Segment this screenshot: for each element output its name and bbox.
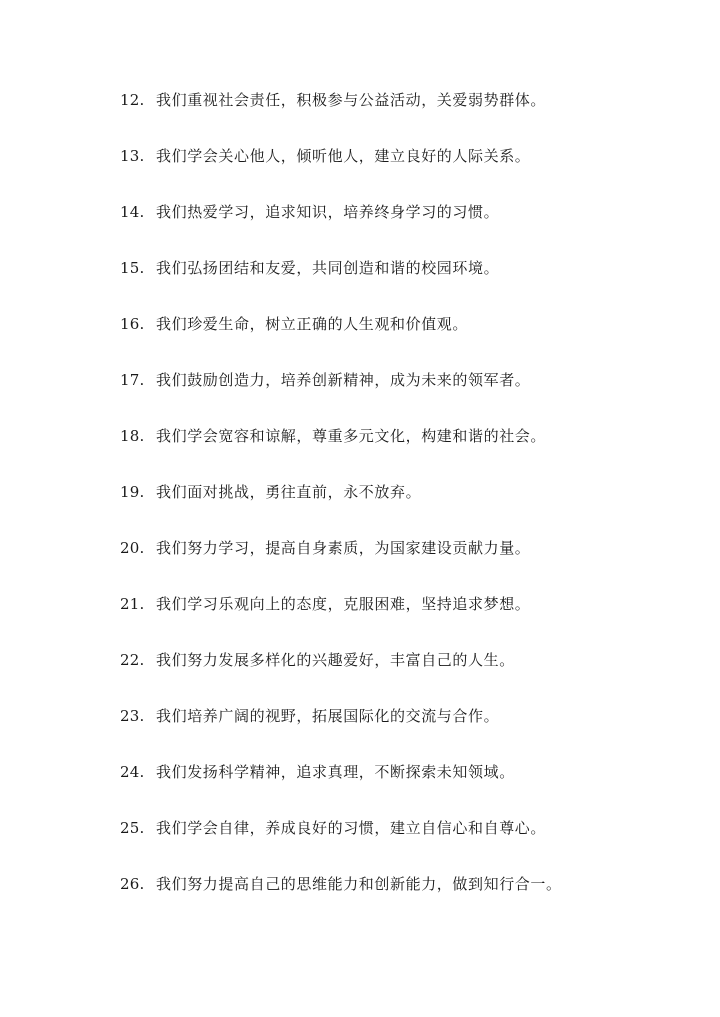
item-number: 23. [120,707,145,725]
item-number: 18. [120,427,145,445]
item-text: 我们学会自律，养成良好的习惯，建立自信心和自尊心。 [156,819,547,837]
item-text: 我们努力提高自己的思维能力和创新能力，做到知行合一。 [156,875,562,893]
item-number: 15. [120,259,145,277]
list-item [120,310,680,366]
item-number: 12. [120,91,145,109]
list-item [120,814,680,870]
item-number: 20. [120,539,145,557]
item-text: 我们面对挑战，勇往直前，永不放弃。 [156,483,422,501]
list-item [120,366,680,422]
item-text: 我们鼓励创造力，培养创新精神，成为未来的领军者。 [156,371,531,389]
item-text: 我们学会关心他人，倾听他人，建立良好的人际关系。 [156,147,531,165]
item-number: 21. [120,595,145,613]
list-item [120,702,680,758]
item-text: 我们珍爱生命，树立正确的人生观和价值观。 [156,315,469,333]
item-text: 我们重视社会责任，积极参与公益活动，关爱弱势群体。 [156,91,547,109]
item-number: 14. [120,203,145,221]
list-item [120,422,680,478]
list-item [120,86,680,142]
item-number: 26. [120,875,145,893]
item-number: 19. [120,483,145,501]
item-text: 我们发扬科学精神，追求真理，不断探索未知领域。 [156,763,515,781]
list-item [120,534,680,590]
list-item [120,758,680,814]
list-item [120,870,680,926]
item-number: 13. [120,147,145,165]
list-item [120,254,680,310]
item-text: 我们热爱学习，追求知识，培养终身学习的习惯。 [156,203,500,221]
item-text: 我们努力发展多样化的兴趣爱好，丰富自己的人生。 [156,651,515,669]
list-item [120,590,680,646]
item-text: 我们弘扬团结和友爱，共同创造和谐的校园环境。 [156,259,500,277]
item-text: 我们学习乐观向上的态度，克服困难，坚持追求梦想。 [156,595,531,613]
list-item [120,646,680,702]
item-number: 22. [120,651,145,669]
item-text: 我们培养广阔的视野，拓展国际化的交流与合作。 [156,707,500,725]
list-item [120,142,680,198]
item-number: 25. [120,819,145,837]
item-number: 17. [120,371,145,389]
item-number: 16. [120,315,145,333]
item-text: 我们努力学习，提高自身素质，为国家建设贡献力量。 [156,539,531,557]
item-number: 24. [120,763,145,781]
list-item [120,198,680,254]
numbered-list [120,86,680,926]
list-item [120,478,680,534]
item-text: 我们学会宽容和谅解，尊重多元文化，构建和谐的社会。 [156,427,547,445]
